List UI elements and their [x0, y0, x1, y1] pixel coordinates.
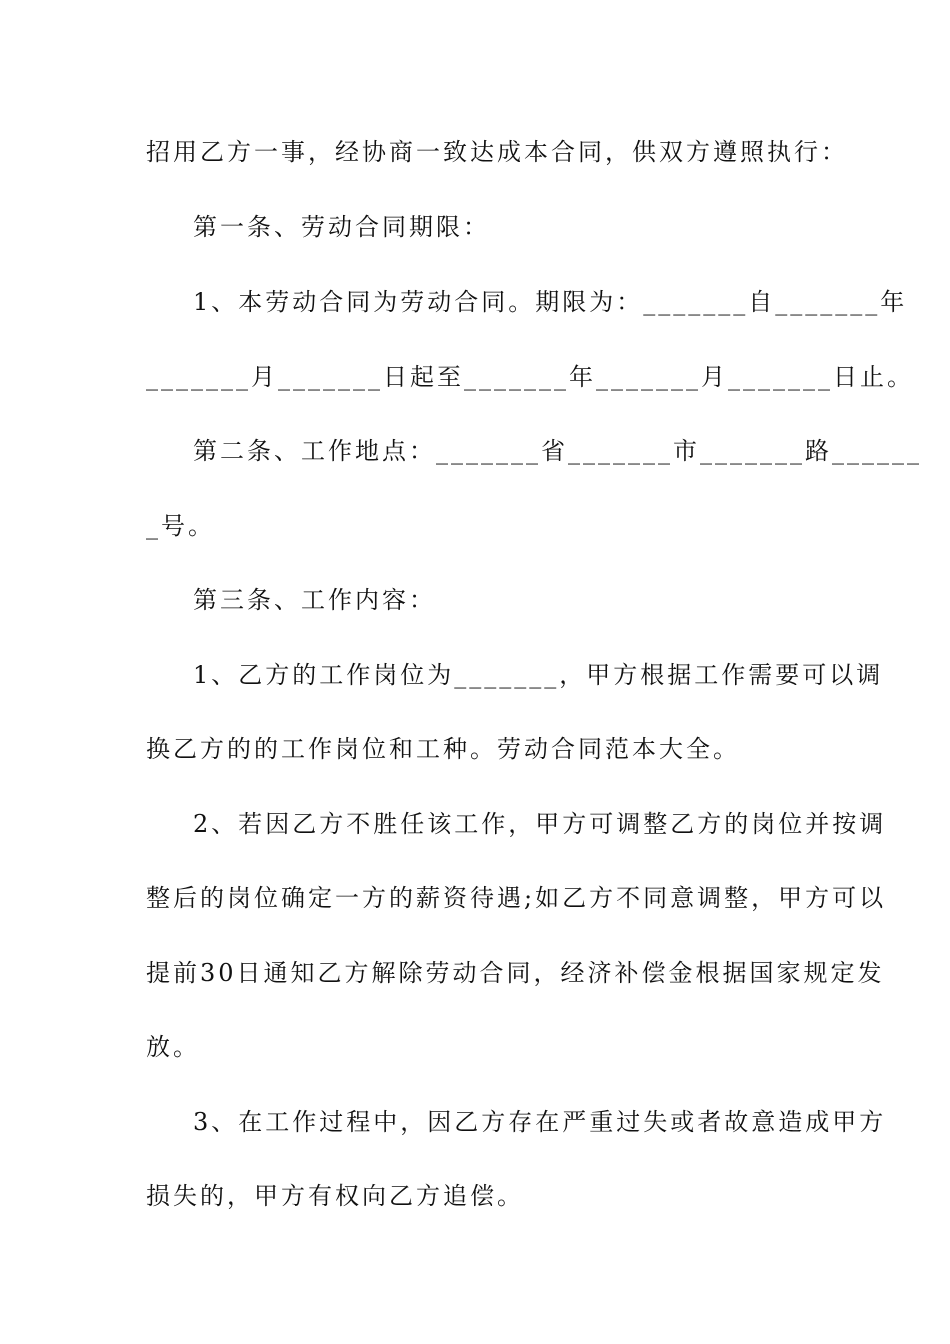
- article-3-item-1-line-2: 换乙方的的工作岗位和工种。劳动合同范本大全。: [146, 735, 740, 763]
- article-3-item-3-line-1: 3、在工作过程中，因乙方存在严重过失或者故意造成甲方: [193, 1108, 887, 1136]
- article-3-item-2-line-2: 整后的岗位确定一方的薪资待遇;如乙方不同意调整，甲方可以: [146, 884, 887, 912]
- article-3-item-2-line-1: 2、若因乙方不胜任该工作，甲方可调整乙方的岗位并按调: [193, 810, 887, 838]
- article-3-item-3-line-2: 损失的，甲方有权向乙方追偿。: [146, 1182, 524, 1210]
- article-3-item-2-line-4: 放。: [146, 1033, 200, 1061]
- article-3-item-2-line-3: 提前30日通知乙方解除劳动合同，经济补偿金根据国家规定发: [146, 959, 885, 987]
- article-1-item-1-line-1: 1、本劳动合同为劳动合同。期限为：_______自_______年: [193, 288, 908, 316]
- article-1-item-1-line-2: _______月_______日起至_______年_______月_______日止。: [146, 363, 914, 391]
- article-2-heading-line-1: 第二条、工作地点：_______省_______市_______路______: [193, 437, 922, 465]
- paragraph-intro-line: 招用乙方一事，经协商一致达成本合同，供双方遵照执行：: [146, 138, 848, 166]
- article-3-item-1-line-1: 1、乙方的工作岗位为_______，甲方根据工作需要可以调: [193, 661, 884, 689]
- article-2-heading-line-2: _号。: [146, 512, 215, 540]
- article-3-heading: 第三条、工作内容：: [193, 586, 436, 614]
- article-1-heading: 第一条、劳动合同期限：: [193, 213, 490, 241]
